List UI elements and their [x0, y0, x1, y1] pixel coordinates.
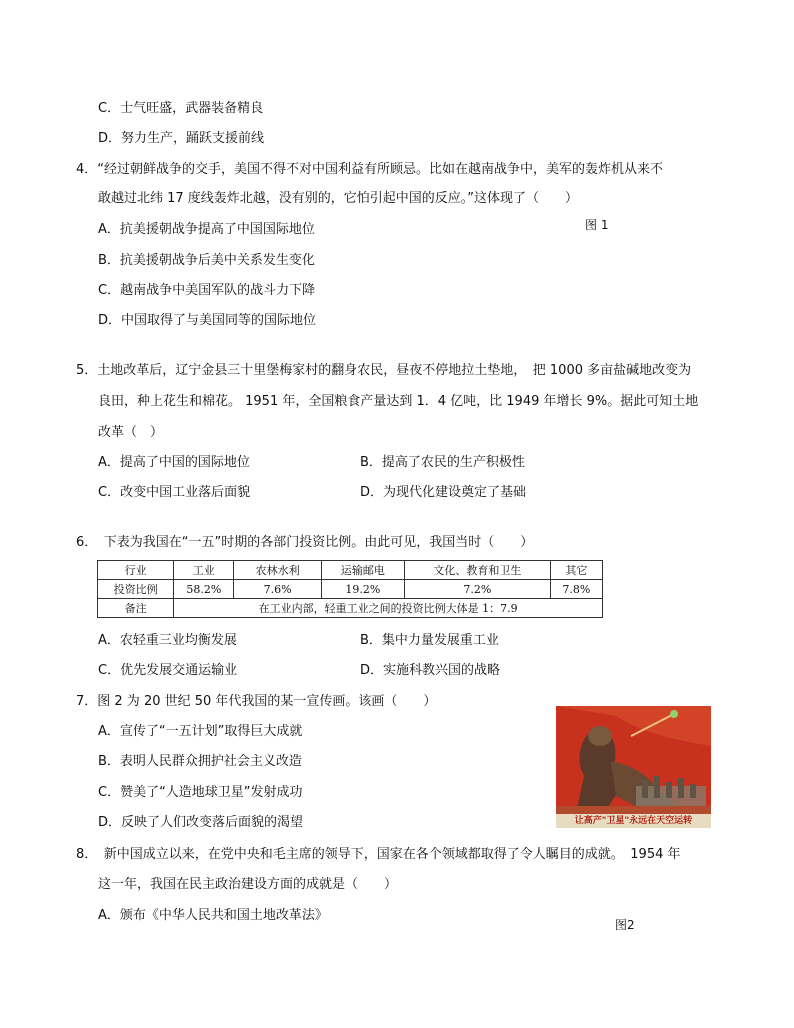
table-note-row: [98, 599, 603, 618]
q6-option-c: C．优先发展交通运输业: [98, 663, 238, 678]
q5-option-c: C．改变中国工业落后面貌: [98, 485, 251, 500]
q6-stem-line1: 6． 下表为我国在“一五”时期的各部门投资比例。由此可见，我国当时（ ）: [76, 535, 534, 550]
q3-option-d: D．努力生产，踊跃支援前线: [98, 131, 265, 146]
q6-option-b: B．集中力量发展重工业: [360, 633, 499, 648]
table-row-label: 投资比例: [98, 580, 174, 599]
table-cell: 7.8%: [550, 580, 602, 599]
q4-option-a: A．抗美援朝战争提高了中国国际地位: [98, 222, 315, 237]
q4-stem-line2: 敢越过北纬 17 度线轰炸北越，没有别的，它怕引起中国的反应。”这体现了（ ）: [98, 191, 579, 206]
table-cell: 58.2%: [174, 580, 234, 599]
q5-stem-line1: 5．土地改革后，辽宁金县三十里堡梅家村的翻身农民，昼夜不停地拉土垫地， 把 1000 多亩盐碱地改变为: [76, 363, 692, 378]
table-header-cell: 行业: [98, 561, 174, 580]
q7-option-c: C．赞美了“人造地球卫星”发射成功: [98, 785, 303, 800]
q6-option-a: A．农轻重三业均衡发展: [98, 633, 237, 648]
q5-option-b: B．提高了农民的生产积极性: [360, 455, 525, 470]
q8-stem-line1: 8． 新中国成立以来，在党中央和毛主席的领导下，国家在各个领域都取得了令人瞩目的成就。 1954 年: [76, 847, 681, 862]
q3-option-c: C．士气旺盛，武器装备精良: [98, 101, 264, 116]
table-header-cell: 工业: [174, 561, 234, 580]
table-header-cell: 其它: [550, 561, 602, 580]
investment-table: [97, 560, 603, 618]
table-note-label: 备注: [98, 599, 174, 618]
q7-option-a: A．宣传了“一五计划”取得巨大成就: [98, 724, 303, 739]
figure1-label: 图 1: [585, 218, 609, 232]
table-header-row: [98, 561, 603, 580]
q8-stem-line2: 这一年，我国在民主政治建设方面的成就是（ ）: [98, 877, 398, 892]
table-header-cell: 文化、教育和卫生: [404, 561, 550, 580]
table-cell: 19.2%: [321, 580, 404, 599]
q4-option-d: D．中国取得了与美国同等的国际地位: [98, 313, 317, 328]
propaganda-poster-image: [556, 706, 711, 828]
q7-option-b: B．表明人民群众拥护社会主义改造: [98, 754, 302, 769]
table-header-cell: 运输邮电: [321, 561, 404, 580]
q7-option-d: D．反映了人们改变落后面貌的渴望: [98, 815, 304, 830]
table-header-cell: 农林水利: [234, 561, 322, 580]
table-row: [98, 580, 603, 599]
table-cell: 7.2%: [404, 580, 550, 599]
q6-option-d: D．实施科教兴国的战略: [360, 663, 501, 678]
q8-option-a: A．颁布《中华人民共和国土地改革法》: [98, 908, 328, 923]
q5-stem-line3: 改革（ ）: [98, 425, 164, 440]
q4-option-b: B．抗美援朝战争后美中关系发生变化: [98, 253, 315, 268]
figure2-label: 图2: [615, 918, 635, 932]
q4-stem-line1: 4．“经过朝鲜战争的交手，美国不得不对中国利益有所顾忌。比如在越南战争中，美军的轰炸机从来不: [76, 162, 664, 177]
table-note: 在工业内部，轻重工业之间的投资比例大体是 1：7.9: [174, 599, 603, 618]
poster-caption: 让高产"卫星"永远在天空运转: [556, 814, 711, 828]
table-cell: 7.6%: [234, 580, 322, 599]
q5-option-d: D．为现代化建设奠定了基础: [360, 485, 527, 500]
q4-option-c: C．越南战争中美国军队的战斗力下降: [98, 283, 316, 298]
q7-stem-line1: 7．图 2 为 20 世纪 50 年代我国的某一宣传画。该画（ ）: [76, 694, 437, 709]
q5-stem-line2: 良田，种上花生和棉花。 1951 年，全国粮食产量达到 1．4 亿吨，比 1949 年增长 9%。据此可知土地: [98, 394, 699, 409]
poster-illustration: [556, 706, 711, 828]
q5-option-a: A．提高了中国的国际地位: [98, 455, 250, 470]
